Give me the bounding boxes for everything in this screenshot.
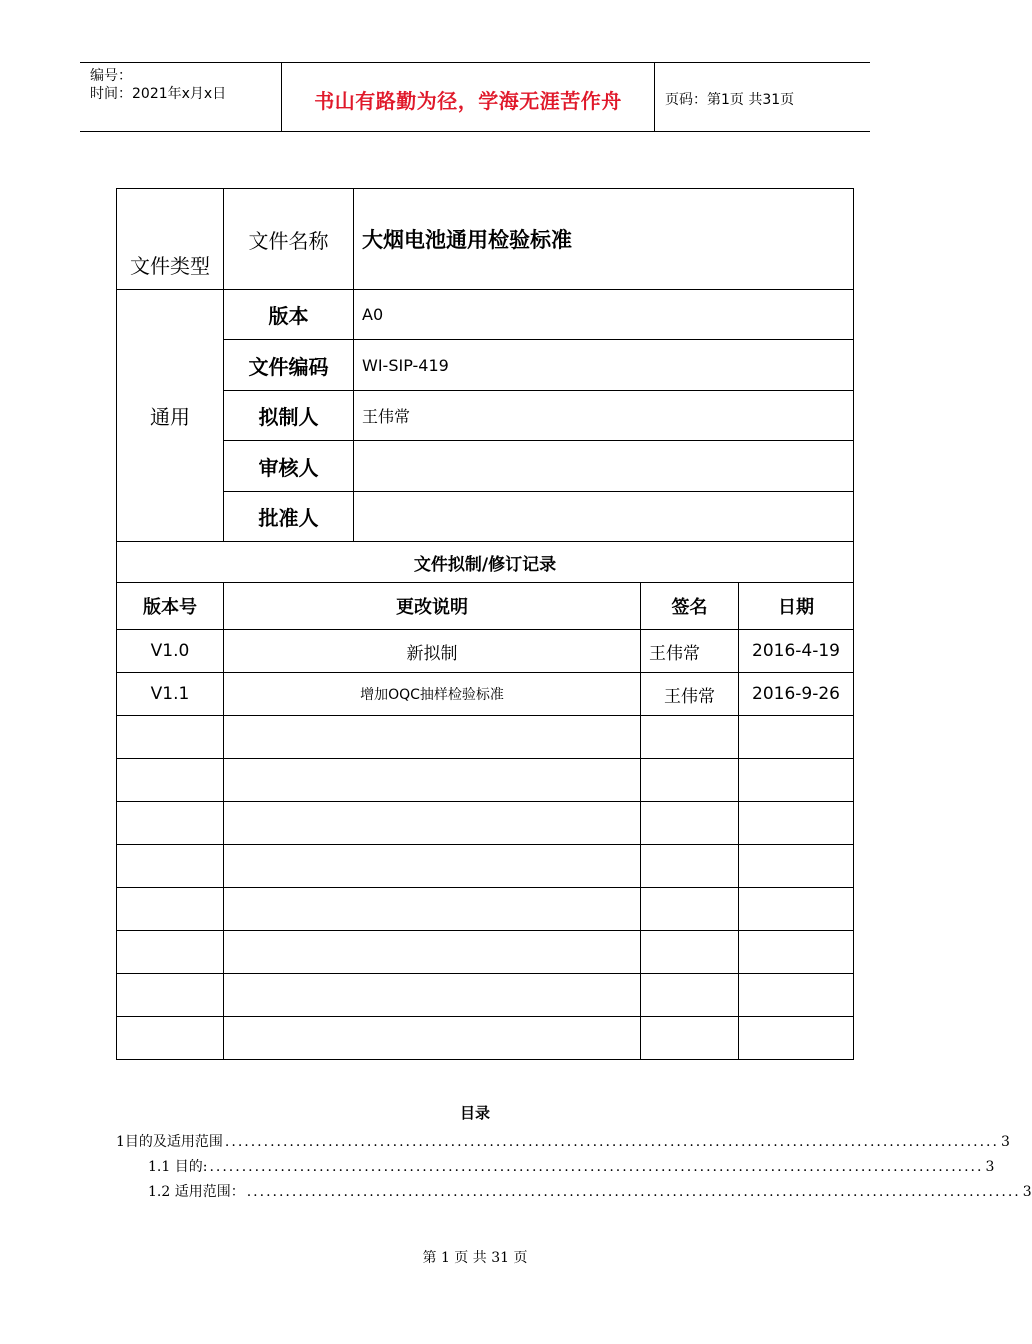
time-label: 时间：2021年x月x日 xyxy=(90,86,227,102)
version-value: A0 xyxy=(354,290,854,340)
record-date: 2016-4-19 xyxy=(739,630,854,673)
toc-item-page: 3 xyxy=(985,1159,995,1175)
empty-cell xyxy=(641,931,739,974)
empty-cell xyxy=(641,888,739,931)
approver-value xyxy=(354,492,854,542)
toc-leader-dots: ........................................................................................................................ xyxy=(209,1159,984,1175)
record-change: 新拟制 xyxy=(224,630,641,673)
toc-item-text: 1.1 目的: xyxy=(148,1159,208,1175)
empty-cell xyxy=(739,974,854,1017)
empty-cell xyxy=(739,802,854,845)
empty-cell xyxy=(739,931,854,974)
record-signer: 王伟常 xyxy=(641,630,739,673)
table-row xyxy=(117,630,854,673)
drafter-value: 王伟常 xyxy=(354,391,854,441)
toc-title: 目录 xyxy=(459,1104,490,1122)
empty-cell xyxy=(739,888,854,931)
empty-cell xyxy=(739,759,854,802)
empty-cell xyxy=(117,1017,224,1060)
code-value: WI-SIP-419 xyxy=(354,340,854,391)
doc-type-value: 通用 xyxy=(117,290,224,542)
empty-row xyxy=(117,845,854,888)
record-signer: 王伟常 xyxy=(641,673,739,716)
empty-cell xyxy=(739,716,854,759)
records-header-row xyxy=(117,583,854,630)
empty-cell xyxy=(641,759,739,802)
empty-cell xyxy=(641,1017,739,1060)
toc-item[interactable] xyxy=(148,1181,1032,1201)
empty-cell xyxy=(117,759,224,802)
toc-item-page: 3 xyxy=(1000,1134,1010,1150)
empty-cell xyxy=(224,931,641,974)
doc-name-value: 大烟电池通用检验标准 xyxy=(354,189,854,290)
toc-leader-dots: ........................................................................................................................ xyxy=(224,1134,999,1150)
approver-label: 批准人 xyxy=(224,492,354,542)
toc-item[interactable] xyxy=(116,1131,1010,1151)
code-label: 文件编码 xyxy=(224,340,354,391)
header-page-info: 页码：第1页 共31页 xyxy=(665,92,795,108)
empty-cell xyxy=(117,974,224,1017)
record-version: V1.1 xyxy=(117,673,224,716)
version-row xyxy=(117,290,854,340)
records-title-row xyxy=(117,542,854,583)
table-row xyxy=(117,673,854,716)
toc-item[interactable] xyxy=(148,1156,995,1176)
version-label: 版本 xyxy=(224,290,354,340)
empty-row xyxy=(117,974,854,1017)
record-change: 增加OQC抽样检验标准 xyxy=(224,673,641,716)
empty-row xyxy=(117,1017,854,1060)
empty-cell xyxy=(117,802,224,845)
empty-row xyxy=(117,888,854,931)
col-header-change: 更改说明 xyxy=(224,583,641,630)
empty-cell xyxy=(224,845,641,888)
empty-cell xyxy=(117,845,224,888)
empty-cell xyxy=(641,802,739,845)
record-version: V1.0 xyxy=(117,630,224,673)
empty-cell xyxy=(641,974,739,1017)
empty-cell xyxy=(117,888,224,931)
doc-type-label: 文件类型 xyxy=(117,189,224,290)
reviewer-label: 审核人 xyxy=(224,441,354,492)
number-label: 编号： xyxy=(90,68,132,84)
col-header-version: 版本号 xyxy=(117,583,224,630)
doc-name-label: 文件名称 xyxy=(224,189,354,290)
header-motto: 书山有路勤为径，学海无涯苦作舟 xyxy=(314,89,622,113)
empty-cell xyxy=(224,974,641,1017)
empty-row xyxy=(117,931,854,974)
header-meta-cell xyxy=(80,63,282,131)
empty-cell xyxy=(224,802,641,845)
doc-name-row xyxy=(117,189,854,290)
reviewer-row xyxy=(117,441,854,492)
page-header xyxy=(80,62,870,132)
toc-item-text: 1目的及适用范围 xyxy=(116,1134,223,1150)
empty-cell xyxy=(117,716,224,759)
header-page-cell xyxy=(655,63,870,131)
header-motto-cell xyxy=(282,63,655,131)
drafter-row xyxy=(117,391,854,441)
col-header-signer: 签名 xyxy=(641,583,739,630)
empty-cell xyxy=(224,759,641,802)
drafter-label: 拟制人 xyxy=(224,391,354,441)
toc-item-text: 1.2 适用范围： xyxy=(148,1184,245,1200)
page-footer: 第 1 页 共 31 页 xyxy=(422,1250,528,1266)
approver-row xyxy=(117,492,854,542)
empty-cell xyxy=(739,1017,854,1060)
toc-leader-dots: ........................................................................................................................ xyxy=(246,1184,1021,1200)
empty-row xyxy=(117,716,854,759)
empty-cell xyxy=(739,845,854,888)
records-title: 文件拟制/修订记录 xyxy=(117,542,854,583)
empty-cell xyxy=(641,845,739,888)
document-info-table xyxy=(116,188,854,1060)
empty-cell xyxy=(641,716,739,759)
toc-item-page: 3 xyxy=(1022,1184,1032,1200)
empty-cell xyxy=(117,931,224,974)
empty-cell xyxy=(224,888,641,931)
empty-cell xyxy=(224,1017,641,1060)
code-row xyxy=(117,340,854,391)
empty-cell xyxy=(224,716,641,759)
empty-row xyxy=(117,759,854,802)
empty-row xyxy=(117,802,854,845)
col-header-date: 日期 xyxy=(739,583,854,630)
record-date: 2016-9-26 xyxy=(739,673,854,716)
reviewer-value xyxy=(354,441,854,492)
